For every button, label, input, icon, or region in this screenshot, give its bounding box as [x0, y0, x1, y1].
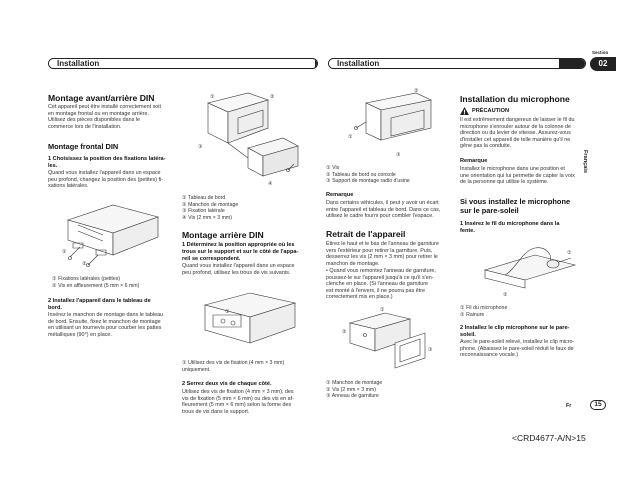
front-din-illustration	[58, 195, 168, 267]
col3-legend2: ① Manchon de montage ② Vis (2 mm × 3 mm) ③ Anneau de garniture	[326, 380, 383, 400]
microphone-illustration	[475, 240, 585, 300]
svg-text:②: ②	[82, 261, 87, 267]
col2-legend2: ① Utilisez des vis de fixation (4 mm × 3 mm) uniquement.	[182, 360, 285, 373]
col4-caution: Il est extrêmement dangereux de laisser le fil du microphone s'enrouler autour de la colonne de direction ou du levier de vitesse. Assurez-vous d'installer cet appareil de telle manière qu'il ne gêne pas la conduite.	[460, 117, 575, 150]
svg-text:①: ①	[62, 249, 67, 255]
section-label: Section	[592, 50, 609, 55]
col1-step2-body: Insérez le manchon de montage dans le tableau de bord. Ensuite, fixez le manchon de montage en utilisant un tournevis pour courber les pattes métalliques (90°) en place.	[48, 312, 164, 338]
svg-text:②: ②	[503, 292, 508, 298]
language-side-tab: Français	[582, 150, 588, 174]
factory-bracket-illustration	[336, 88, 436, 160]
col4-caution-title: PRÉCAUTION	[472, 108, 509, 114]
svg-text:①: ①	[348, 134, 353, 140]
col2-legend: ① Tableau de bord ② Manchon de montage ③ Fixation latérale ④ Vis (2 mm × 3 mm)	[182, 195, 239, 221]
col3-body: Étirez le haut et le bas de l'anneau de garniture vers l'extérieur pour retirer la garniture. Puis, desserrez les vis (2 mm × 3 mm) pour retirer le manchon de montage.	[326, 241, 439, 267]
col4-legend: ① Fil du microphone ② Rainure	[460, 305, 508, 318]
col4-step2-body: Avec le pare-soleil relevé, installez le clip micro- phone. (Abaissez le pare-soleil réduit le faux de reconnaissance vocale.)	[460, 339, 575, 359]
col4-title2: Si vous installez le microphone sur le pare-soleil	[460, 197, 571, 215]
col1-subtitle: Montage frontal DIN	[48, 142, 119, 151]
footer-code: <CRD4677-A/N>15	[512, 433, 586, 443]
svg-text:②: ②	[342, 329, 347, 335]
svg-text:①: ①	[567, 250, 572, 256]
col3-remark-title: Remarque	[326, 192, 354, 198]
svg-text:③: ③	[198, 144, 203, 150]
dashboard-sleeve-illustration	[188, 88, 308, 188]
col3-bullet: • Quand vous remontez l'anneau de garniture, poussez-le sur l'appareil jusqu'à ce qu'il s'en- clenche en place. (Si l'anneau de garniture est monté à l'envers, il ne pourra pas être correctement mis en place.)	[326, 268, 436, 301]
footer-page-badge: 15	[590, 400, 606, 410]
col1-step2: 2 Installez l'appareil dans le tableau de bord.	[48, 298, 151, 311]
header-bar-left	[48, 58, 318, 69]
col2-step1: 1 Déterminez la position appropriée où les trous sur le support et sur le côté de l'appa- reil se correspondent.	[182, 242, 299, 262]
col1-title: Montage avant/arrière DIN	[48, 93, 155, 103]
col1-legend: ① Fixations latérales (petites) ② Vis en affleurement (5 mm × 6 mm)	[52, 276, 140, 289]
header-title-right: Installation	[329, 59, 387, 68]
svg-text:①: ①	[380, 307, 385, 313]
rear-din-illustration	[195, 285, 305, 350]
section-number: 02	[590, 57, 616, 71]
col2-step2-body: Utilisez des vis de fixation (4 mm × 3 mm), des vis de fixation (5 mm × 6 mm) ou des vis en af- fleurement (5 mm × 6 mm) selon la forme des trous de vis dans le support.	[182, 389, 294, 415]
header-title-left: Installation	[49, 59, 107, 68]
svg-text:①: ①	[225, 309, 230, 315]
col3-legend: ① Vis ② Tableau de bord ou console ③ Support de montage radio d'usine	[326, 165, 410, 185]
col1-step1: 1 Choisissez la position des fixations latéra- les.	[48, 156, 166, 169]
footer-lang: Fr	[566, 403, 572, 409]
svg-text:②: ②	[414, 88, 419, 94]
svg-text:②: ②	[270, 94, 275, 100]
col4-remark: Installez le microphone dans une position et une orientation qui lui permette de capter la voix de la personne qui utilise le système.	[460, 166, 575, 186]
svg-text:③: ③	[396, 152, 401, 158]
col1-intro: Cet appareil peut être installé correctement soit en montage frontal ou en montage arrière. Utilisez des pièces disponibles dans le commerce lors de l'installation.	[48, 104, 161, 130]
col1-step1-body: Quand vous installez l'appareil dans un espace peu profond, changez la position des (petites) fi- xations latérales.	[48, 170, 164, 190]
col2-step1-body: Quand vous installez l'appareil dans un espace peu profond, utilisez les trous de vis suivants.	[182, 263, 295, 276]
col3-title: Retrait de l'appareil	[326, 229, 406, 239]
col2-title: Montage arrière DIN	[182, 230, 264, 240]
col4-title: Installation du microphone	[460, 94, 570, 104]
col4-remark-title: Remarque	[460, 158, 488, 164]
svg-text:④: ④	[268, 181, 273, 187]
col2-step2: 2 Serrez deux vis de chaque côté.	[182, 381, 272, 387]
warning-icon	[460, 107, 469, 115]
col4-step2: 2 Installez le clip microphone sur le pare- soleil.	[460, 325, 570, 338]
svg-text:①: ①	[210, 94, 215, 100]
trim-ring-removal-illustration	[340, 303, 440, 373]
svg-text:③: ③	[428, 347, 433, 353]
col4-step1: 1 Insérez le fil du microphone dans la fente.	[460, 221, 560, 234]
col3-remark: Dans certains véhicules, il peut y avoir un écart entre l'appareil et tableau de bord. Dans ce cas, utilisez le cadre fourni pour combler l'espace.	[326, 200, 441, 220]
header-bar-right	[328, 58, 586, 69]
